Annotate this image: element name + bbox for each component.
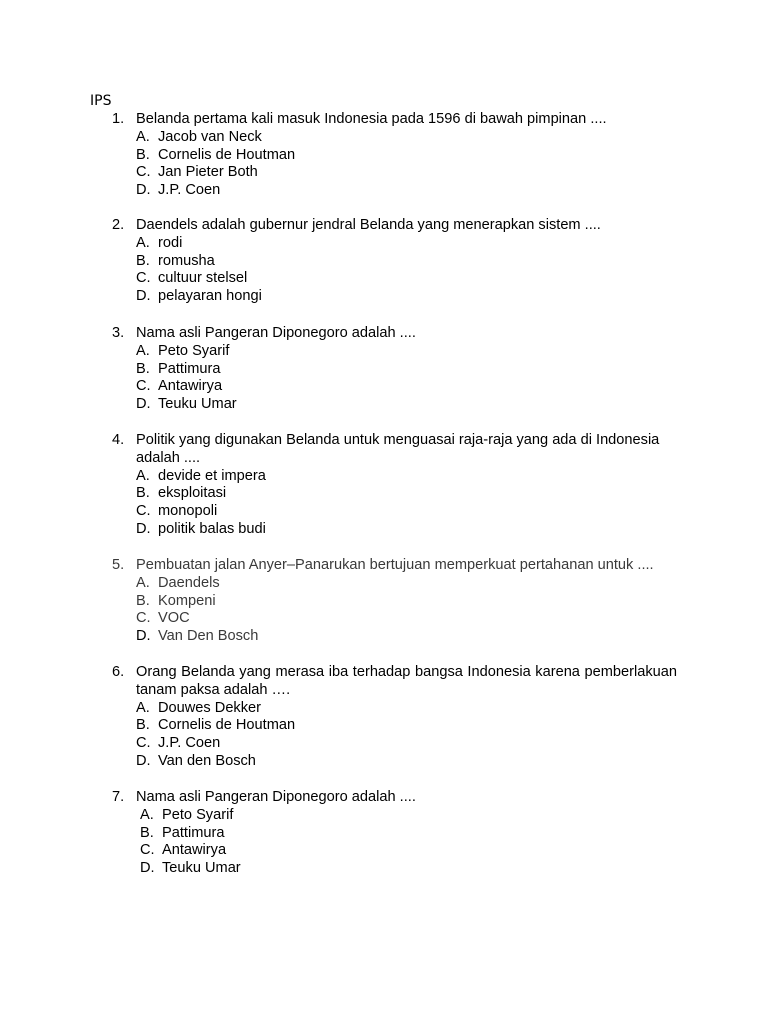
question-text: Orang Belanda yang merasa iba terhadap bangsa Indonesia karena pemberlakuan tanam paksa adalah …. (136, 664, 677, 698)
option-d (0, 753, 768, 771)
question-number: 2. (112, 217, 125, 233)
option-letter: B. (136, 717, 150, 734)
option-c (0, 378, 768, 396)
option-text: VOC (158, 610, 190, 627)
option-c (0, 503, 768, 521)
option-b (0, 147, 768, 165)
option-b (0, 717, 768, 735)
option-text: Cornelis de Houtman (158, 146, 296, 163)
option-letter: C. (136, 164, 151, 181)
option-d (0, 288, 768, 306)
option-a (0, 575, 768, 593)
option-text: Peto Syarif (158, 342, 230, 359)
option-text: Douwes Dekker (158, 699, 262, 716)
option-c (0, 735, 768, 753)
option-letter: B. (136, 485, 150, 502)
question-number: 3. (112, 325, 125, 341)
option-text: Van den Bosch (158, 752, 256, 769)
option-text: cultuur stelsel (158, 270, 248, 287)
option-text: rodi (158, 234, 183, 251)
option-text: Kompeni (158, 592, 216, 609)
question-text: Daendels adalah gubernur jendral Belanda yang menerapkan sistem .... (136, 217, 601, 233)
option-text: J.P. Coen (158, 182, 221, 199)
option-text: Pattimura (162, 824, 225, 841)
question-1 (0, 111, 768, 200)
option-d (0, 860, 768, 878)
question-5 (0, 557, 768, 646)
option-letter: C. (136, 378, 151, 395)
option-a (0, 700, 768, 718)
option-text: Cornelis de Houtman (158, 717, 296, 734)
option-c (0, 610, 768, 628)
question-number: 4. (112, 432, 125, 448)
option-text: Teuku Umar (162, 860, 241, 877)
question-4 (0, 432, 768, 539)
option-c (0, 270, 768, 288)
option-d (0, 521, 768, 539)
option-b (0, 253, 768, 271)
question-text: Politik yang digunakan Belanda untuk menguasai raja-raja yang ada di Indonesia adalah .... (136, 432, 660, 466)
option-text: romusha (158, 252, 215, 269)
option-text: eksploitasi (158, 485, 227, 502)
option-text: Peto Syarif (162, 806, 234, 823)
option-letter: A. (136, 234, 150, 251)
option-text: politik balas budi (158, 520, 266, 537)
option-text: pelayaran hongi (158, 288, 262, 305)
question-stem (0, 325, 768, 343)
option-letter: C. (136, 610, 151, 627)
option-letter: B. (140, 824, 154, 841)
option-letter: A. (136, 342, 150, 359)
option-text: Daendels (158, 574, 220, 591)
option-text: Antawirya (158, 378, 223, 395)
option-letter: D. (136, 520, 151, 537)
option-letter: B. (136, 592, 150, 609)
option-letter: A. (136, 128, 150, 145)
option-a (0, 468, 768, 486)
option-text: J.P. Coen (158, 735, 221, 752)
option-letter: D. (136, 752, 151, 769)
question-stem (0, 664, 768, 700)
option-b (0, 593, 768, 611)
option-b (0, 825, 768, 843)
question-number: 5. (112, 557, 125, 573)
subject-heading: IPS (90, 93, 112, 109)
option-letter: A. (136, 467, 150, 484)
question-number: 6. (112, 664, 125, 680)
option-letter: D. (136, 628, 151, 645)
question-6 (0, 664, 768, 771)
option-text: Van Den Bosch (158, 628, 259, 645)
option-letter: C. (136, 503, 151, 520)
option-letter: D. (136, 182, 151, 199)
option-letter: C. (140, 842, 155, 859)
option-letter: B. (136, 146, 150, 163)
option-letter: A. (140, 806, 154, 823)
option-text: Pattimura (158, 360, 221, 377)
question-text: Nama asli Pangeran Diponegoro adalah .... (136, 325, 416, 341)
option-a (0, 129, 768, 147)
question-text: Belanda pertama kali masuk Indonesia pada 1596 di bawah pimpinan .... (136, 111, 607, 127)
option-text: Antawirya (162, 842, 227, 859)
option-letter: B. (136, 252, 150, 269)
option-d (0, 396, 768, 414)
question-2 (0, 217, 768, 306)
option-text: Jan Pieter Both (158, 164, 258, 181)
question-stem (0, 217, 768, 235)
option-letter: A. (136, 574, 150, 591)
option-text: monopoli (158, 503, 218, 520)
question-stem (0, 789, 768, 807)
option-letter: D. (140, 860, 155, 877)
option-letter: D. (136, 288, 151, 305)
option-text: Teuku Umar (158, 396, 237, 413)
option-c (0, 842, 768, 860)
option-d (0, 182, 768, 200)
option-letter: C. (136, 735, 151, 752)
question-number: 7. (112, 789, 125, 805)
option-text: devide et impera (158, 467, 266, 484)
question-7 (0, 789, 768, 878)
option-a (0, 807, 768, 825)
question-number: 1. (112, 111, 125, 127)
option-a (0, 235, 768, 253)
option-letter: B. (136, 360, 150, 377)
question-stem (0, 432, 768, 468)
option-letter: C. (136, 270, 151, 287)
question-stem (0, 557, 768, 575)
option-c (0, 164, 768, 182)
option-letter: A. (136, 699, 150, 716)
option-a (0, 343, 768, 361)
question-stem (0, 111, 768, 129)
option-text: Jacob van Neck (158, 128, 262, 145)
option-b (0, 361, 768, 379)
option-d (0, 628, 768, 646)
question-text: Pembuatan jalan Anyer–Panarukan bertujuan memperkuat pertahanan untuk .... (136, 557, 654, 573)
question-text: Nama asli Pangeran Diponegoro adalah .... (136, 789, 416, 805)
option-b (0, 485, 768, 503)
option-letter: D. (136, 396, 151, 413)
question-3 (0, 325, 768, 414)
